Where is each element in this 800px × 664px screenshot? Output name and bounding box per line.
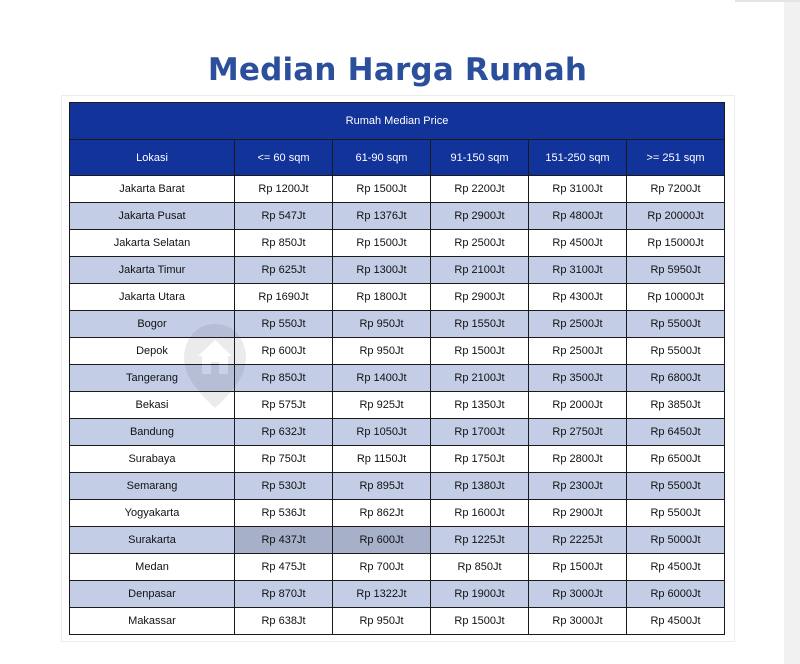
price-cell: Rp 530Jt (235, 473, 333, 500)
location-cell: Jakarta Timur (70, 257, 235, 284)
table-row (70, 554, 725, 581)
price-cell: Rp 437Jt (235, 527, 333, 554)
column-header: 151-250 sqm (529, 140, 627, 176)
price-cell: Rp 2500Jt (431, 230, 529, 257)
price-cell: Rp 2300Jt (529, 473, 627, 500)
price-cell: Rp 536Jt (235, 500, 333, 527)
price-cell: Rp 1550Jt (431, 311, 529, 338)
price-cell: Rp 5500Jt (627, 473, 725, 500)
location-cell: Jakarta Barat (70, 176, 235, 203)
table-row (70, 311, 725, 338)
price-cell: Rp 3100Jt (529, 176, 627, 203)
price-cell: Rp 5950Jt (627, 257, 725, 284)
price-cell: Rp 475Jt (235, 554, 333, 581)
price-cell: Rp 750Jt (235, 446, 333, 473)
table-header-row (70, 140, 725, 176)
price-cell: Rp 5500Jt (627, 500, 725, 527)
price-cell: Rp 20000Jt (627, 203, 725, 230)
table-row (70, 446, 725, 473)
price-cell: Rp 4500Jt (529, 230, 627, 257)
median-price-table (69, 102, 725, 635)
column-header: 91-150 sqm (431, 140, 529, 176)
table-row (70, 527, 725, 554)
location-cell: Jakarta Utara (70, 284, 235, 311)
table-row (70, 230, 725, 257)
price-cell: Rp 2225Jt (529, 527, 627, 554)
top-edge-shade (735, 0, 800, 2)
price-cell: Rp 1350Jt (431, 392, 529, 419)
table-caption-row (70, 103, 725, 140)
table-row (70, 500, 725, 527)
table-body (70, 176, 725, 635)
price-cell: Rp 5500Jt (627, 311, 725, 338)
column-header: Lokasi (70, 140, 235, 176)
price-cell: Rp 2900Jt (529, 500, 627, 527)
price-cell: Rp 1500Jt (333, 176, 431, 203)
price-cell: Rp 862Jt (333, 500, 431, 527)
price-cell: Rp 550Jt (235, 311, 333, 338)
price-cell: Rp 3000Jt (529, 608, 627, 635)
price-cell: Rp 1400Jt (333, 365, 431, 392)
location-cell: Bandung (70, 419, 235, 446)
price-cell: Rp 4300Jt (529, 284, 627, 311)
price-cell: Rp 850Jt (235, 365, 333, 392)
price-cell: Rp 3000Jt (529, 581, 627, 608)
table-row (70, 365, 725, 392)
price-cell: Rp 1225Jt (431, 527, 529, 554)
location-cell: Depok (70, 338, 235, 365)
price-cell: Rp 1500Jt (431, 608, 529, 635)
price-cell: Rp 1690Jt (235, 284, 333, 311)
price-cell: Rp 547Jt (235, 203, 333, 230)
right-edge-shade (784, 0, 800, 664)
price-cell: Rp 7200Jt (627, 176, 725, 203)
price-cell: Rp 625Jt (235, 257, 333, 284)
price-cell: Rp 15000Jt (627, 230, 725, 257)
price-cell: Rp 638Jt (235, 608, 333, 635)
location-cell: Jakarta Selatan (70, 230, 235, 257)
price-cell: Rp 4800Jt (529, 203, 627, 230)
price-cell: Rp 4500Jt (627, 554, 725, 581)
table-row (70, 473, 725, 500)
location-cell: Jakarta Pusat (70, 203, 235, 230)
column-header: >= 251 sqm (627, 140, 725, 176)
price-cell: Rp 2750Jt (529, 419, 627, 446)
price-cell: Rp 870Jt (235, 581, 333, 608)
price-cell: Rp 5000Jt (627, 527, 725, 554)
price-cell: Rp 2100Jt (431, 257, 529, 284)
price-cell: Rp 850Jt (431, 554, 529, 581)
page-title: Median Harga Rumah (207, 52, 588, 88)
location-cell: Bogor (70, 311, 235, 338)
price-cell: Rp 1500Jt (431, 338, 529, 365)
price-cell: Rp 1750Jt (431, 446, 529, 473)
price-cell: Rp 10000Jt (627, 284, 725, 311)
price-cell: Rp 632Jt (235, 419, 333, 446)
price-cell: Rp 1200Jt (235, 176, 333, 203)
column-header: 61-90 sqm (333, 140, 431, 176)
location-cell: Medan (70, 554, 235, 581)
location-cell: Yogyakarta (70, 500, 235, 527)
table-caption: Rumah Median Price (70, 103, 725, 140)
table-row (70, 284, 725, 311)
price-cell: Rp 575Jt (235, 392, 333, 419)
price-cell: Rp 6800Jt (627, 365, 725, 392)
price-cell: Rp 3850Jt (627, 392, 725, 419)
price-cell: Rp 1380Jt (431, 473, 529, 500)
price-cell: Rp 850Jt (235, 230, 333, 257)
location-cell: Surabaya (70, 446, 235, 473)
location-cell: Semarang (70, 473, 235, 500)
price-cell: Rp 950Jt (333, 311, 431, 338)
price-cell: Rp 1600Jt (431, 500, 529, 527)
price-cell: Rp 2200Jt (431, 176, 529, 203)
price-cell: Rp 6000Jt (627, 581, 725, 608)
price-cell: Rp 925Jt (333, 392, 431, 419)
price-cell: Rp 3100Jt (529, 257, 627, 284)
table-row (70, 608, 725, 635)
location-cell: Bekasi (70, 392, 235, 419)
price-cell: Rp 950Jt (333, 608, 431, 635)
price-cell: Rp 6450Jt (627, 419, 725, 446)
price-cell: Rp 3500Jt (529, 365, 627, 392)
price-cell: Rp 600Jt (333, 527, 431, 554)
price-cell: Rp 2000Jt (529, 392, 627, 419)
table-row (70, 392, 725, 419)
table-row (70, 581, 725, 608)
price-cell: Rp 2800Jt (529, 446, 627, 473)
location-cell: Tangerang (70, 365, 235, 392)
price-cell: Rp 1150Jt (333, 446, 431, 473)
location-cell: Surakarta (70, 527, 235, 554)
price-cell: Rp 700Jt (333, 554, 431, 581)
price-cell: Rp 895Jt (333, 473, 431, 500)
price-cell: Rp 2900Jt (431, 284, 529, 311)
table-row (70, 203, 725, 230)
price-cell: Rp 1300Jt (333, 257, 431, 284)
table-row (70, 176, 725, 203)
price-cell: Rp 1322Jt (333, 581, 431, 608)
price-cell: Rp 1500Jt (333, 230, 431, 257)
column-header: <= 60 sqm (235, 140, 333, 176)
table-row (70, 257, 725, 284)
location-cell: Makassar (70, 608, 235, 635)
price-cell: Rp 4500Jt (627, 608, 725, 635)
price-cell: Rp 1800Jt (333, 284, 431, 311)
price-cell: Rp 1700Jt (431, 419, 529, 446)
price-cell: Rp 950Jt (333, 338, 431, 365)
price-cell: Rp 2900Jt (431, 203, 529, 230)
table-row (70, 419, 725, 446)
location-cell: Denpasar (70, 581, 235, 608)
price-cell: Rp 1376Jt (333, 203, 431, 230)
price-cell: Rp 1500Jt (529, 554, 627, 581)
price-cell: Rp 2500Jt (529, 338, 627, 365)
price-cell: Rp 6500Jt (627, 446, 725, 473)
price-cell: Rp 2500Jt (529, 311, 627, 338)
price-cell: Rp 5500Jt (627, 338, 725, 365)
table-row (70, 338, 725, 365)
price-cell: Rp 1900Jt (431, 581, 529, 608)
price-cell: Rp 1050Jt (333, 419, 431, 446)
price-cell: Rp 600Jt (235, 338, 333, 365)
price-cell: Rp 2100Jt (431, 365, 529, 392)
